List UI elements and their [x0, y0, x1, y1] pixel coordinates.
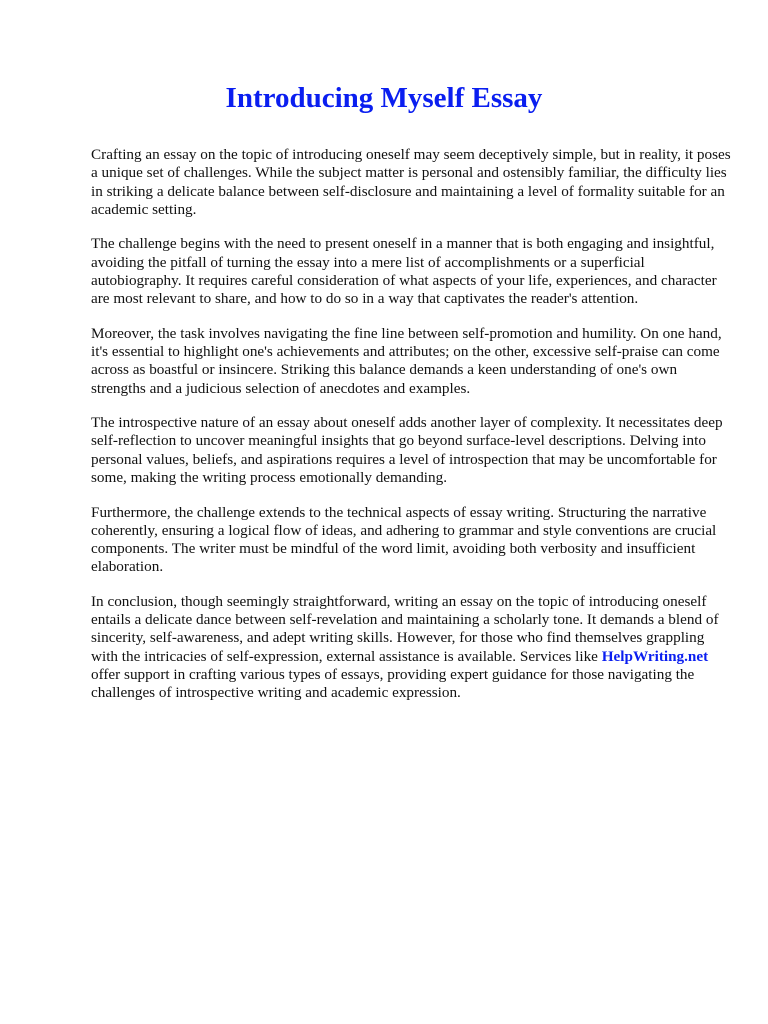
essay-body — [91, 146, 731, 719]
paragraph-3: Moreover, the task involves navigating the fine line between self-promotion and humility. On one hand, it's essential to highlight one's achievements and attributes; on the other, excessive self-praise can come across as boastful or insincere. Striking this balance demands a keen understanding of one's own strengths and a judicious selection of anecdotes and examples. — [91, 324, 722, 397]
conclusion-paragraph — [91, 593, 731, 703]
conclusion-text-after-link: offer support in crafting various types of essays, providing expert guidance for those navigating the challenges of introspective writing and academic expression. — [91, 666, 695, 702]
paragraph-2: The challenge begins with the need to present oneself in a manner that is both engaging and insightful, avoiding the pitfall of turning the essay into a mere list of accomplishments or a superficial autobiography. It requires careful consideration of what aspects of your life, experiences, and character are most relevant to share, and how to do so in a way that captivates the reader's attention. — [91, 235, 717, 308]
page-title: Introducing Myself Essay — [225, 82, 543, 114]
paragraph-1: Crafting an essay on the topic of introducing oneself may seem deceptively simple, but in reality, it poses a unique set of challenges. While the subject matter is personal and ostensibly familiar, the difficulty lies in striking a delicate balance between self-disclosure and maintaining a level of formality suitable for an academic setting. — [91, 146, 731, 218]
paragraph-5: Furthermore, the challenge extends to the technical aspects of essay writing. Structuring the narrative coherently, ensuring a logical flow of ideas, and adhering to grammar and style conventions are crucial components. The writer must be mindful of the word limit, avoiding both verbosity and insufficient elaboration. — [91, 503, 717, 576]
paragraph-4: The introspective nature of an essay about oneself adds another layer of complexity. It necessitates deep self-reflection to uncover meaningful insights that go beyond surface-level descriptions. Delving into personal values, beliefs, and aspirations requires a level of introspection that may be uncomfortable for some, making the writing process emotionally demanding. — [91, 414, 723, 487]
conclusion-text-before-link: In conclusion, though seemingly straightforward, writing an essay on the topic of introducing oneself entails a delicate dance between self-revelation and maintaining a scholarly tone. It demands a blend of sincerity, self-awareness, and adept writing skills. However, for those who find themselves grappling with the intricacies of self-expression, external assistance is available. Services like — [91, 592, 719, 665]
helpwriting-link[interactable]: HelpWriting.net — [601, 647, 709, 665]
